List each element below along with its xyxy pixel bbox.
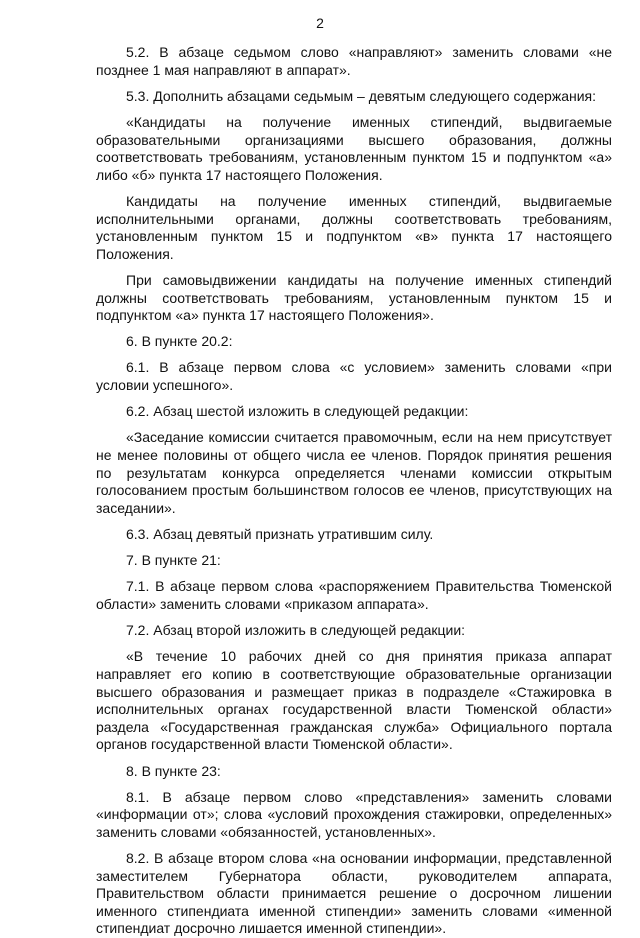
paragraph-8: 8. В пункте 23: — [126, 762, 221, 779]
page-number: 2 — [316, 15, 324, 31]
paragraph-self-nomination: При самовыдвижении кандидаты на получение именных стипендий должны соответствовать требованиям, установленным пунктом 15 и подпунктом «а» пункта 17 настоящего Положения». — [96, 271, 612, 324]
paragraph-6-3: 6.3. Абзац девятый признать утратившим силу. — [126, 526, 434, 542]
paragraph-6-2: 6.2. Абзац шестой изложить в следующей редакции: — [126, 403, 469, 420]
paragraph-7-1: 7.1. В абзаце первом слова «распоряжением Правительства Тюменской области» заменить словами «приказом аппарата». — [96, 578, 612, 612]
paragraph-6-1: 6.1. В абзаце первом слова «с условием» заменить словами «при условии успешного». — [96, 359, 612, 394]
paragraph-quote-order-copy: «В течение 10 рабочих дней со дня принятия приказа аппарат направляет его копию в соответствующие образовательные организации высшего образования и размещает приказ в подразделе «Стажировка в исполнительных органах государственной власти Тюменской области» раздела «Государственная гражданская служба» Официального портала органов государственной власти Тюменской области». — [96, 648, 612, 753]
paragraph-candidates-executive-bodies: Кандидаты на получение именных стипендий, выдвигаемые исполнительными органами, должны соответствовать требованиям, установленным пунктом 15 и подпунктом «в» пункта 17 настоящего Положения. — [96, 192, 612, 262]
paragraph-8-1: 8.1. В абзаце первом слово «представления» заменить словами «информации от»; слова «условий прохождения стажировки, определенных» заменить словами «обязанностей, установленных». — [96, 788, 612, 840]
paragraph-8-2: 8.2. В абзаце втором слова «на основании информации, представленной заместителем Губернатора области, руководителем аппарата, Правительством области принимается решение о досрочном лишении именного стипендиата именной стипендии» заменить словами «именной стипендиат досрочно лишается именной стипендии». — [96, 850, 612, 937]
paragraph-7-2: 7.2. Абзац второй изложить в следующей редакции: — [126, 622, 466, 639]
paragraph-6: 6. В пункте 20.2: — [126, 333, 233, 350]
paragraph-quote-candidates-universities: «Кандидаты на получение именных стипендий, выдвигаемые образовательными организациями высшего образования, должны соответствовать требованиям, установленным пунктом 15 и подпунктом «а» либо «б» пункта 17 настоящего Положения. — [96, 113, 612, 183]
paragraph-7: 7. В пункте 21: — [126, 552, 221, 569]
paragraph-5-3: 5.3. Дополнить абзацами седьмым – девятым следующего содержания: — [126, 87, 596, 104]
paragraph-5-2: 5.2. В абзаце седьмом слово «направляют» заменить словами «не позднее 1 мая направляют в аппарат». — [96, 44, 612, 78]
paragraph-quote-commission-meeting: «Заседание комиссии считается правомочным, если на нем присутствует не менее половины от общего числа ее членов. Порядок принятия решения по результатам конкурса определяется членами комиссии открытым голосованием простым большинством голосов ее членов, присутствующих на заседании». — [96, 429, 612, 516]
